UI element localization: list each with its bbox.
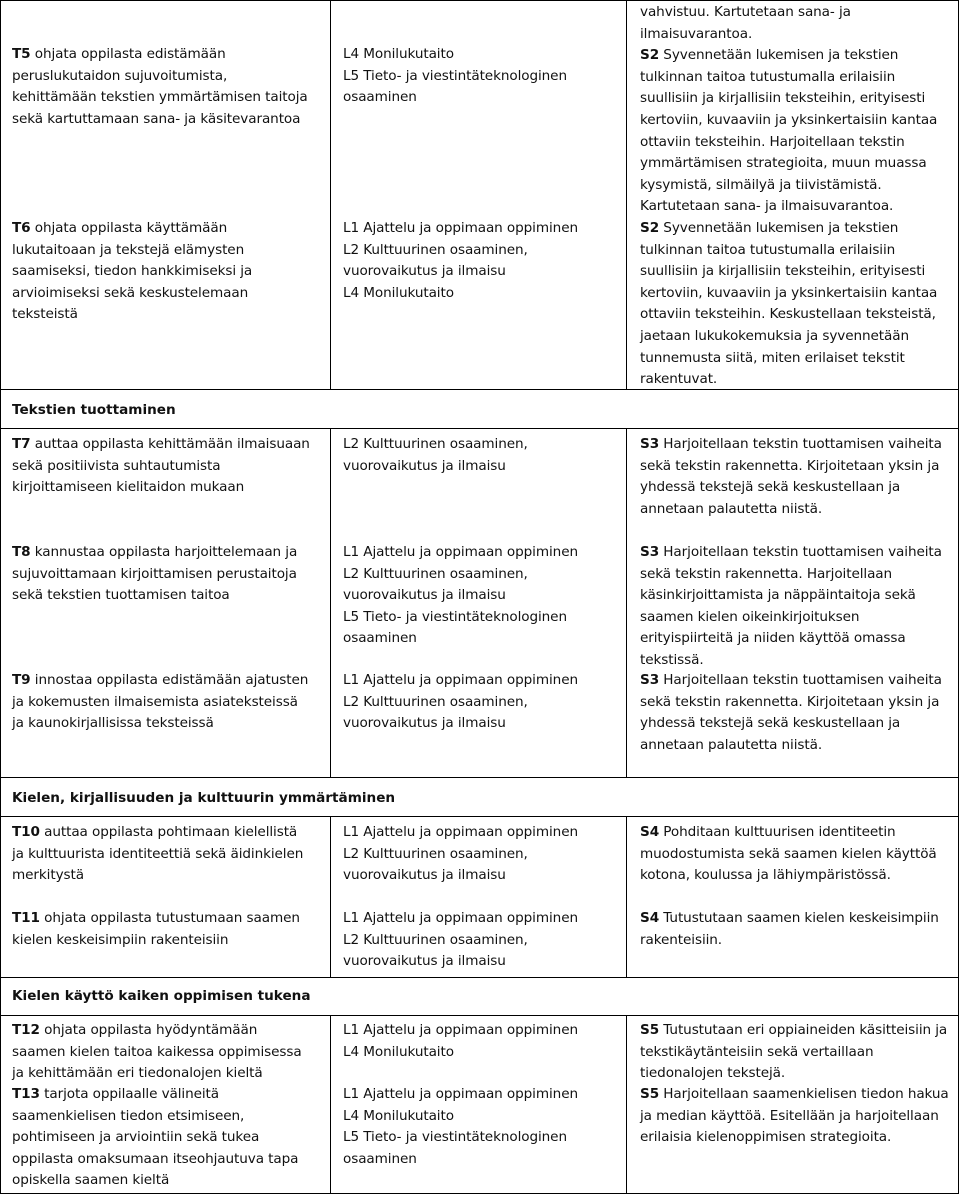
table-rule <box>0 977 959 978</box>
competence-line: L4 Monilukutaito <box>343 46 454 62</box>
competence-line: L2 Kulttuurinen osaaminen, vuorovaikutus ja ilmaisu <box>343 845 528 884</box>
table-border-col2 <box>330 816 331 978</box>
section-heading-ymmartaminen: Kielen, kirjallisuuden ja kulttuurin ymmärtäminen <box>12 790 396 806</box>
competence-cell-t9 <box>343 670 613 735</box>
goal-code: T5 <box>12 46 31 62</box>
competence-cell-t6 <box>343 218 613 304</box>
table-border-col2 <box>330 428 331 778</box>
table-border-col3 <box>626 428 627 778</box>
competence-cell-t10 <box>343 822 613 887</box>
competence-line: L2 Kulttuurinen osaaminen, vuorovaikutus ja ilmaisu <box>343 693 528 732</box>
competence-line: L2 Kulttuurinen osaaminen, vuorovaikutus ja ilmaisu <box>343 565 528 604</box>
content-code: S4 <box>640 910 660 926</box>
content-text: Tutustutaan eri oppiaineiden käsitteisiin ja tekstikäytänteisiin sekä vertaillaan tiedonalojen tekstejä. <box>640 1022 948 1082</box>
goal-text: ohjata oppilasta käyttämään lukutaitoaan ja tekstejä elämysten saamiseksi, tiedon hankkimiseksi ja arvioimiseksi sekä keskustelemaan teksteistä <box>12 220 253 323</box>
table-rule <box>0 816 959 817</box>
competence-line: L2 Kulttuurinen osaaminen, vuorovaikutus ja ilmaisu <box>343 931 528 970</box>
content-code: S4 <box>640 824 660 840</box>
goal-cell-t8 <box>12 542 312 607</box>
content-cell-t11 <box>640 908 952 951</box>
goal-cell-t5 <box>12 44 312 130</box>
content-code: S2 <box>640 47 660 64</box>
content-text: Tutustutaan saamen kielen keskeisimpiin rakenteisiin. <box>640 910 939 948</box>
content-cell-t7 <box>640 434 952 520</box>
goal-cell-t10 <box>12 822 312 887</box>
goal-cell-t6 <box>12 218 312 326</box>
competence-line: L4 Monilukutaito <box>343 1043 454 1060</box>
goal-cell-t11 <box>12 908 312 951</box>
goal-code: T11 <box>12 910 40 926</box>
table-rule <box>0 1015 959 1016</box>
content-cell-top <box>640 2 952 391</box>
content-cell-t10 <box>640 822 952 887</box>
content-text: Harjoitellaan tekstin tuottamisen vaiheita sekä tekstin rakennetta. Kirjoitetaan yksin ja yhdessä tekstejä sekä keskustellaan ja annetaan palautetta niistä. <box>640 672 942 753</box>
section-heading-tuottaminen: Tekstien tuottaminen <box>12 402 176 418</box>
content-s2-b <box>640 218 952 391</box>
content-text: Syvennetään lukemisen ja tekstien tulkinnan taitoa tutustumalla erilaisiin suullisiin ja kirjallisiin teksteihin, erityisesti kertoviin, kuvaaviin ja yksinkertaisiin kantaa ottaviin teksteihin. Harjoitellaan tekstin ymmärtämisen strategioita, muun muassa kysymistä, silmäilyä ja tiivistämistä. Kartutetaan sana- ja ilmaisuvarantoa. <box>640 47 938 215</box>
content-cell-t9 <box>640 670 952 756</box>
section-heading-kaytto: Kielen käyttö kaiken oppimisen tukena <box>12 988 311 1004</box>
content-continuation: vahvistuu. Kartutetaan sana- ja ilmaisuvarantoa. <box>640 4 851 42</box>
goal-text: ohjata oppilasta tutustumaan saamen kielen keskeisimpiin rakenteisiin <box>12 910 300 948</box>
goal-code: T7 <box>12 436 31 452</box>
goal-cell-t13 <box>12 1084 312 1192</box>
goal-text: kannustaa oppilasta harjoittelemaan ja sujuvoittamaan kirjoittamisen perustaitoja sekä tekstien tuottamisen taitoa <box>12 544 298 604</box>
competence-line: L1 Ajattelu ja oppimaan oppiminen <box>343 544 578 560</box>
content-text: Harjoitellaan saamenkielisen tiedon hakua ja median käyttöä. Esitellään ja harjoitellaan erilaisia kielenoppimisen strategioita. <box>640 1086 949 1146</box>
content-code: S3 <box>640 544 660 560</box>
content-code: S5 <box>640 1086 660 1102</box>
table-border-col3 <box>626 0 627 390</box>
competence-cell-t5 <box>343 44 613 109</box>
goal-text: auttaa oppilasta pohtimaan kielellistä ja kulttuurista identiteettiä sekä äidinkielen merkitystä <box>12 824 304 884</box>
table-rule <box>0 428 959 429</box>
goal-code: T8 <box>12 544 31 560</box>
competence-line: L5 Tieto- ja viestintäteknologinen osaaminen <box>343 608 567 647</box>
goal-cell-t12 <box>12 1020 312 1085</box>
goal-code: T6 <box>12 220 31 236</box>
goal-code: T9 <box>12 672 31 688</box>
competence-line: L1 Ajattelu ja oppimaan oppiminen <box>343 910 578 926</box>
competence-line: L1 Ajattelu ja oppimaan oppiminen <box>343 1086 578 1102</box>
content-cell-t12 <box>640 1020 952 1085</box>
competence-line: L4 Monilukutaito <box>343 1107 454 1124</box>
goal-code: T13 <box>12 1086 40 1102</box>
content-code: S3 <box>640 672 660 688</box>
goal-text: tarjota oppilaalle välineitä saamenkielisen tiedon etsimiseen, pohtimiseen ja arviointiin sekä tukea oppilasta omaksumaan itseohjautuva tapa opiskella saamen kieltä <box>12 1086 299 1189</box>
competence-cell-t7 <box>343 434 613 477</box>
content-s2-a <box>640 45 952 218</box>
competence-line: L1 Ajattelu ja oppimaan oppiminen <box>343 220 578 236</box>
competence-cell-t12 <box>343 1020 613 1063</box>
competence-line: L5 Tieto- ja viestintäteknologinen osaaminen <box>343 67 567 106</box>
content-cell-t8 <box>640 542 952 672</box>
competence-line: L4 Monilukutaito <box>343 284 454 301</box>
competence-line: L1 Ajattelu ja oppimaan oppiminen <box>343 1022 578 1038</box>
goal-text: innostaa oppilasta edistämään ajatusten ja kokemusten ilmaisemista asiateksteissä ja kaunokirjallisissa teksteissä <box>12 672 309 732</box>
table-rule <box>0 777 959 778</box>
competence-line: L5 Tieto- ja viestintäteknologinen osaaminen <box>343 1129 567 1167</box>
competence-line: L1 Ajattelu ja oppimaan oppiminen <box>343 824 578 840</box>
content-text: Harjoitellaan tekstin tuottamisen vaiheita sekä tekstin rakennetta. Harjoitellaan käsinkirjoittamista ja näppäintaitoja sekä saamen kielen oikeinkirjoituksen erityispiirteitä ja niiden käyttöä omassa tekstissä. <box>640 544 942 668</box>
content-code: S3 <box>640 436 660 452</box>
goal-text: ohjata oppilasta edistämään peruslukutaidon sujuvoitumista, kehittämään tekstien ymmärtämisen taitoja sekä kartuttamaan sana- ja käsitevarantoa <box>12 46 308 127</box>
goal-text: auttaa oppilasta kehittämään ilmaisuaan sekä positiivista suhtautumista kirjoittamiseen kielitaidon mukaan <box>12 436 310 496</box>
content-text: Syvennetään lukemisen ja tekstien tulkinnan taitoa tutustumalla erilaisiin suullisiin ja kirjallisiin teksteihin, erityisesti kertoviin, kuvaaviin ja yksinkertaisiin kantaa ottaviin teksteihin. Keskustellaan teksteistä, jaetaan lukukokemuksia ja syvennetään tunnemusta siitä, miten erilaiset tekstit rakentuvat. <box>640 219 938 388</box>
goal-code: T10 <box>12 824 40 840</box>
competence-line: L2 Kulttuurinen osaaminen, vuorovaikutus ja ilmaisu <box>343 436 528 474</box>
goal-cell-t9 <box>12 670 312 735</box>
goal-cell-t7 <box>12 434 312 499</box>
content-text: Harjoitellaan tekstin tuottamisen vaiheita sekä tekstin rakennetta. Kirjoitetaan yksin ja yhdessä tekstejä sekä keskustellaan ja annetaan palautetta niistä. <box>640 436 942 517</box>
table-border-col2 <box>330 0 331 390</box>
content-cell-t13 <box>640 1084 952 1149</box>
table-border-col3 <box>626 1015 627 1194</box>
table-border-col3 <box>626 816 627 978</box>
competence-cell-t13 <box>343 1084 613 1170</box>
competence-line: L1 Ajattelu ja oppimaan oppiminen <box>343 672 578 688</box>
goal-text: ohjata oppilasta hyödyntämään saamen kielen taitoa kaikessa oppimisessa ja kehittämään eri tiedonalojen kieltä <box>12 1022 302 1082</box>
table-rule <box>0 0 959 1</box>
content-code: S5 <box>640 1022 660 1038</box>
competence-line: L2 Kulttuurinen osaaminen, vuorovaikutus ja ilmaisu <box>343 241 528 280</box>
table-border-col2 <box>330 1015 331 1194</box>
competence-cell-t11 <box>343 908 613 973</box>
goal-code: T12 <box>12 1022 40 1038</box>
content-code: S2 <box>640 219 660 236</box>
competence-cell-t8 <box>343 542 613 650</box>
content-text: Pohditaan kulttuurisen identiteetin muodostumista sekä saamen kielen käyttöä kotona, koulussa ja lähiympäristössä. <box>640 824 937 884</box>
